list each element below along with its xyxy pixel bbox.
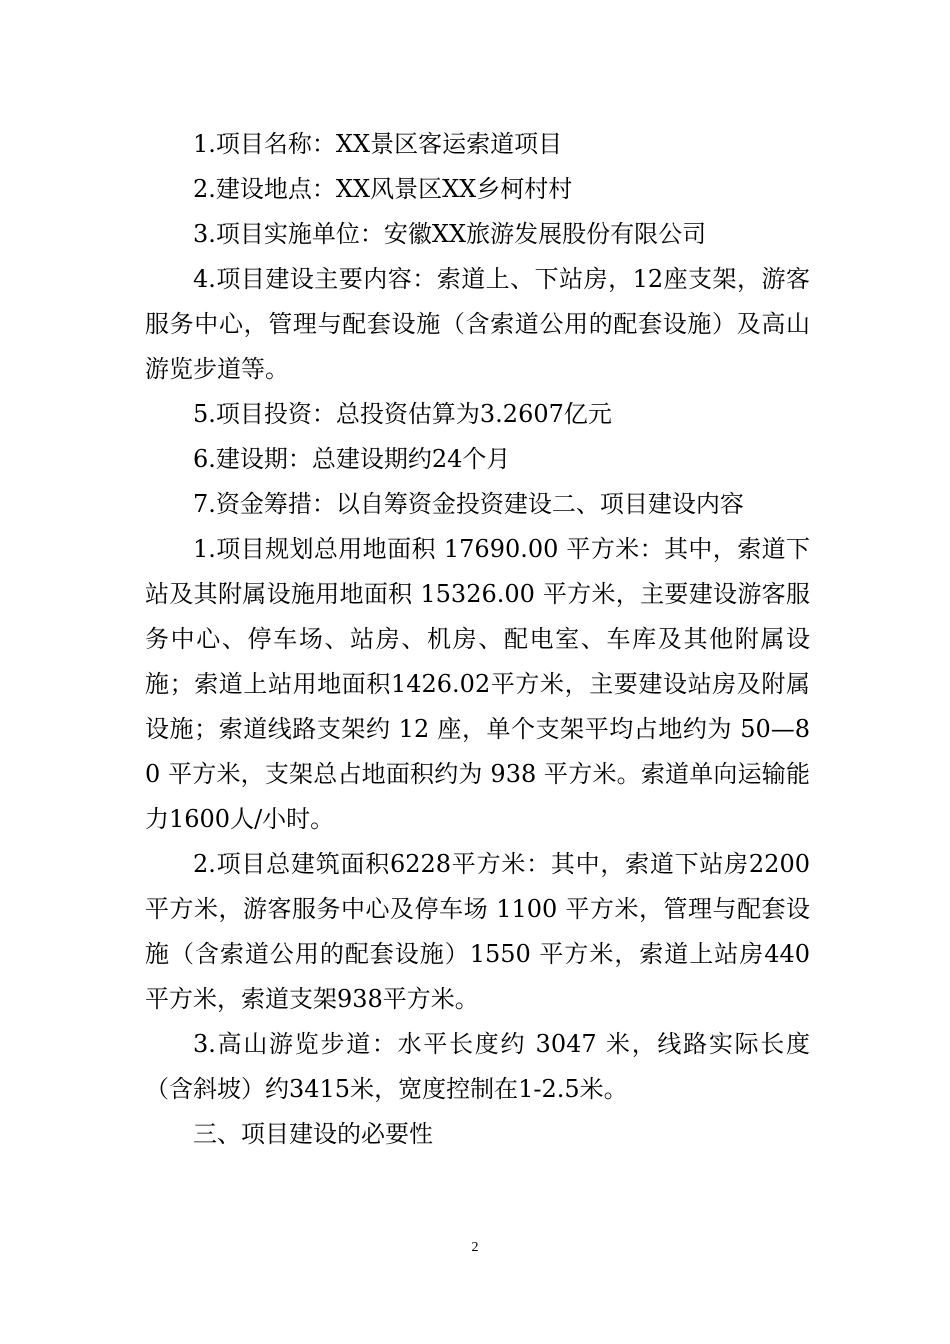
paragraph-implementing-unit: 3.项目实施单位：安徽XX旅游发展股份有限公司 — [193, 220, 707, 248]
paragraph-land-area: 1.项目规划总用地面积 17690.00 平方米：其中，索道下站及其附属设施用地面积 15326.00 平方米，主要建设游客服务中心、停车场、站房、机房、配电室、车库及其他附属设施；索道上站用地面积1426.02平方米，主要建设站房及附属设施；索道线路支架约 12 座，单个支架平均占地约为 50—80 平方米，支架总占地面积约为 938 平方米。索道单向运输能力1600人/小时。 — [145, 535, 810, 833]
section-heading-necessity: 三、项目建设的必要性 — [193, 1120, 433, 1148]
paragraph-funding: 7.资金筹措：以自筹资金投资建设二、项目建设内容 — [193, 490, 744, 518]
paragraph-location: 2.建设地点：XX风景区XX乡柯村村 — [193, 175, 573, 203]
paragraph-trail: 3.高山游览步道：水平长度约 3047 米，线路实际长度（含斜坡）约3415米，宽度控制在1-2.5米。 — [145, 1030, 810, 1103]
paragraph-construction-period: 6.建设期：总建设期约24个月 — [193, 445, 511, 473]
paragraph-project-name: 1.项目名称：XX景区客运索道项目 — [193, 130, 563, 158]
page-number: 2 — [471, 1240, 479, 1255]
paragraph-main-content: 4.项目建设主要内容：索道上、下站房，12座支架，游客服务中心，管理与配套设施（含索道公用的配套设施）及高山游览步道等。 — [145, 265, 810, 383]
paragraph-building-area: 2.项目总建筑面积6228平方米：其中，索道下站房2200 平方米，游客服务中心及停车场 1100 平方米，管理与配套设施（含索道公用的配套设施）1550 平方米，索道上站房440平方米，索道支架938平方米。 — [145, 850, 810, 1013]
document-body — [145, 122, 810, 1157]
paragraph-investment: 5.项目投资：总投资估算为3.2607亿元 — [193, 400, 612, 428]
